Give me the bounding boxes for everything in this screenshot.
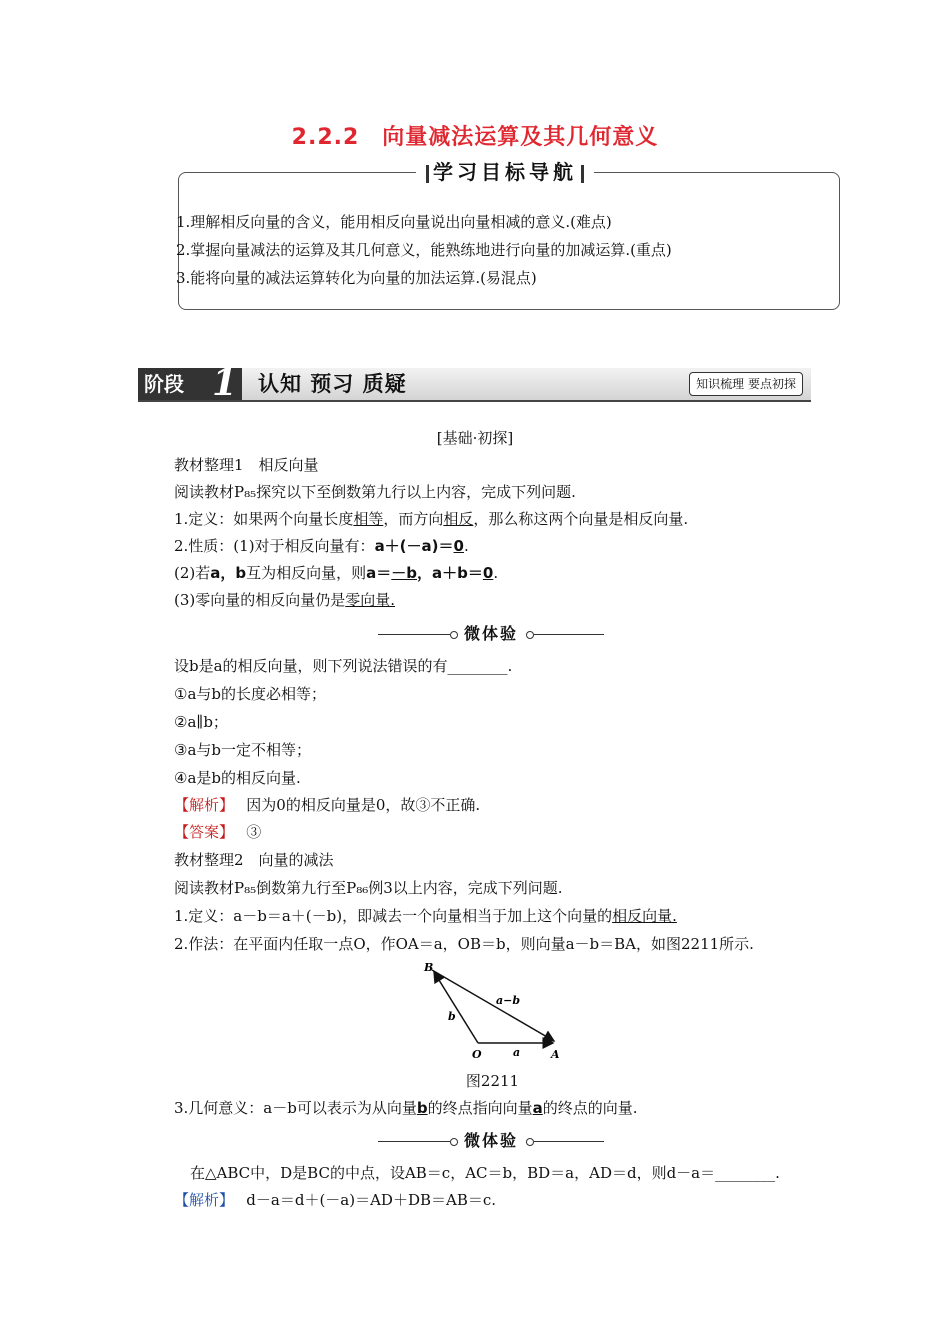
option-line: ②a∥b； [174,713,228,731]
figure-caption: 图2211 [465,1072,520,1090]
material-heading: 教材整理2 向量的减法 [174,851,334,869]
property-line: (2)若a，b互为相反向量，则a＝－b，a＋b＝0. [174,564,499,582]
point-B-label: B [424,961,434,974]
answer-line: 【答案】 ③ [174,823,262,841]
goal-item: 2.掌握向量减法的运算及其几何意义，能熟练地进行向量的加减运算.(重点) [176,241,672,259]
analysis-label: 【解析】 [174,1191,227,1209]
goal-item: 1.理解相反向量的含义，能用相反向量说出向量相减的意义.(难点) [176,213,612,231]
point-A-label: A [551,1048,560,1061]
method-line: 2.作法：在平面内任取一点O，作OA＝a，OB＝b，则向量a－b＝BA，如图2211所示. [174,935,754,953]
stage-label: 阶段 [138,368,242,400]
vector-b-arrow [434,972,478,1043]
answer-label: 【答案】 [174,823,227,841]
vector-a-minus-b-arrow [432,970,554,1041]
vector-a-label: a [513,1046,521,1059]
section-label: [基础·初探] [436,429,514,447]
micro-exercise-divider: 微体验 [378,624,604,644]
vector-a-minus-b-label: a−b [496,994,521,1007]
micro-exercise-divider: 微体验 [378,1131,604,1151]
analysis-line: 【解析】 d－a＝d＋(－a)＝AD＋DB＝AB＝c. [174,1191,497,1209]
definition-line: 1.定义：如果两个向量长度相等，而方向相反，那么称这两个向量是相反向量. [174,510,689,528]
question-line: 设b是a的相反向量，则下列说法错误的有________. [174,657,513,675]
analysis-label: 【解析】 [174,796,227,814]
text-line: 阅读教材P₈₅探究以下至倒数第九行以上内容，完成下列问题. [174,483,576,501]
vector-figure [415,958,575,1063]
definition-line: 1.定义：a－b＝a＋(－b)，即减去一个向量相当于加上这个向量的相反向量. [174,907,677,925]
question-line: 在△ABC中，D是BC的中点，设AB＝c，AC＝b，BD＝a，AD＝d，则d－a＝________. [190,1164,780,1182]
stage-tag: 知识梳理 要点初探 [689,372,803,396]
page-title: 2.2.2 向量减法运算及其几何意义 [291,125,659,150]
stage-number: 1 [212,362,238,404]
learning-goals-header: 学习目标导航 [416,157,594,187]
point-O-label: O [472,1048,482,1061]
stage-banner [138,362,811,404]
geometric-meaning-line: 3.几何意义：a－b可以表示为从向量b的终点指向向量a的终点的向量. [174,1099,638,1117]
text-line: 阅读教材P₈₅倒数第九行至P₈₆例3以上内容，完成下列问题. [174,879,563,897]
material-heading: 教材整理1 相反向量 [174,456,319,474]
property-line: (3)零向量的相反向量仍是零向量. [174,591,396,609]
option-line: ①a与b的长度必相等； [174,685,326,703]
option-line: ④a是b的相反向量. [174,769,301,787]
analysis-line: 【解析】 因为0的相反向量是0，故③不正确. [174,796,481,814]
vector-b-label: b [448,1010,456,1023]
option-line: ③a与b一定不相等； [174,741,311,759]
goal-item: 3.能将向量的减法运算转化为向量的加法运算.(易混点) [176,269,537,287]
property-line: 2.性质：(1)对于相反向量有：a＋(－a)＝0. [174,537,469,555]
stage-title: 认知 预习 质疑 [258,372,407,396]
